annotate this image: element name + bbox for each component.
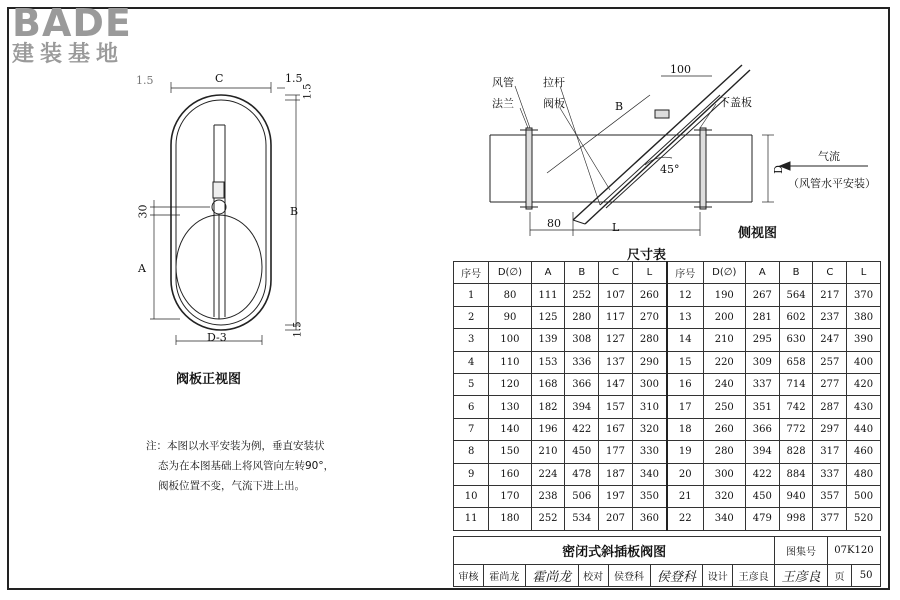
side-label-install: （风管水平安装） — [788, 177, 876, 190]
table-cell: 630 — [779, 329, 813, 351]
table-cell: 602 — [779, 306, 813, 328]
table-cell: 277 — [813, 373, 847, 395]
table-header: A — [531, 262, 565, 284]
table-cell: 564 — [779, 284, 813, 306]
table-header: C — [813, 262, 847, 284]
table-cell: 336 — [565, 351, 599, 373]
note-line: 注：本图以水平安装为例，垂直安装状 — [146, 440, 325, 452]
table-header: A — [745, 262, 779, 284]
table-cell: 14 — [667, 329, 703, 351]
table-cell: 270 — [632, 306, 667, 328]
table-cell: 9 — [454, 463, 489, 485]
table-cell: 330 — [632, 441, 667, 463]
table-cell: 300 — [703, 463, 745, 485]
table-cell: 180 — [489, 508, 531, 530]
table-cell: 2 — [454, 306, 489, 328]
logo-subtitle: 建装基地 — [12, 42, 125, 67]
reviewer-signature: 霍尚龙 — [525, 565, 578, 587]
front-label-c: C — [215, 72, 224, 85]
side-label-d: D — [771, 165, 785, 174]
table-cell: 350 — [632, 485, 667, 507]
table-cell: 220 — [703, 351, 745, 373]
table-row — [454, 396, 881, 418]
table-cell: 520 — [847, 508, 881, 530]
table-cell: 357 — [813, 485, 847, 507]
table-row — [454, 373, 881, 395]
table-cell: 224 — [531, 463, 565, 485]
table-cell: 130 — [489, 396, 531, 418]
checker-signature: 侯登科 — [650, 565, 703, 587]
table-header: D(∅) — [489, 262, 531, 284]
table-header: C — [599, 262, 633, 284]
check-label: 校对 — [578, 565, 608, 587]
table-cell: 772 — [779, 418, 813, 440]
table-cell: 3 — [454, 329, 489, 351]
table-cell: 479 — [745, 508, 779, 530]
table-cell: 147 — [599, 373, 633, 395]
title-block — [453, 536, 881, 587]
checker-name: 侯登科 — [608, 565, 650, 587]
table-cell: 317 — [813, 441, 847, 463]
table-cell: 377 — [813, 508, 847, 530]
table-cell: 140 — [489, 418, 531, 440]
table-header: 序号 — [667, 262, 703, 284]
table-cell: 153 — [531, 351, 565, 373]
front-label-1-5-small: 1.5 — [136, 74, 154, 87]
table-row — [454, 441, 881, 463]
table-cell: 252 — [531, 508, 565, 530]
table-cell: 308 — [565, 329, 599, 351]
table-cell: 17 — [667, 396, 703, 418]
table-cell: 360 — [632, 508, 667, 530]
note-line: 阀板位置不变，气流下进上出。 — [158, 480, 305, 492]
table-cell: 260 — [632, 284, 667, 306]
front-label-d3: D-3 — [207, 331, 227, 344]
table-cell: 139 — [531, 329, 565, 351]
atlas-number: 07K120 — [827, 537, 880, 565]
front-label-b: B — [290, 205, 299, 218]
table-cell: 167 — [599, 418, 633, 440]
table-cell: 390 — [847, 329, 881, 351]
table-cell: 500 — [847, 485, 881, 507]
table-cell: 157 — [599, 396, 633, 418]
table-cell: 340 — [632, 463, 667, 485]
table-header: L — [632, 262, 667, 284]
designer-name: 王彦良 — [733, 565, 775, 587]
table-cell: 6 — [454, 396, 489, 418]
table-cell: 440 — [847, 418, 881, 440]
front-label-1-5-right: 1.5 — [302, 83, 314, 100]
table-cell: 168 — [531, 373, 565, 395]
table-cell: 742 — [779, 396, 813, 418]
table-header: B — [565, 262, 599, 284]
table-cell: 13 — [667, 306, 703, 328]
table-cell: 297 — [813, 418, 847, 440]
table-cell: 19 — [667, 441, 703, 463]
table-cell: 250 — [703, 396, 745, 418]
table-cell: 280 — [565, 306, 599, 328]
table-cell: 120 — [489, 373, 531, 395]
table-cell: 884 — [779, 463, 813, 485]
table-cell: 267 — [745, 284, 779, 306]
table-cell: 1 — [454, 284, 489, 306]
table-cell: 450 — [565, 441, 599, 463]
note-line: 态为在本图基础上将风管向左转90°， — [158, 460, 335, 472]
table-cell: 12 — [667, 284, 703, 306]
front-label-a: A — [138, 262, 146, 275]
table-cell: 150 — [489, 441, 531, 463]
table-cell: 90 — [489, 306, 531, 328]
table-cell: 80 — [489, 284, 531, 306]
table-cell: 187 — [599, 463, 633, 485]
front-label-1-5-top: 1.5 — [285, 72, 303, 85]
table-cell: 366 — [565, 373, 599, 395]
side-label-l: L — [612, 221, 620, 234]
table-cell: 200 — [703, 306, 745, 328]
designer-signature: 王彦良 — [775, 565, 828, 587]
table-cell: 170 — [489, 485, 531, 507]
table-cell: 107 — [599, 284, 633, 306]
table-cell: 137 — [599, 351, 633, 373]
table-cell: 300 — [632, 373, 667, 395]
table-cell: 400 — [847, 351, 881, 373]
side-label-100: 100 — [670, 63, 691, 76]
table-cell: 4 — [454, 351, 489, 373]
table-cell: 450 — [745, 485, 779, 507]
table-cell: 252 — [565, 284, 599, 306]
side-label-duct: 风管 — [492, 76, 514, 89]
table-cell: 295 — [745, 329, 779, 351]
table-cell: 320 — [703, 485, 745, 507]
table-cell: 658 — [779, 351, 813, 373]
table-cell: 5 — [454, 373, 489, 395]
logo-brand: BADE — [12, 1, 132, 45]
table-cell: 310 — [632, 396, 667, 418]
table-header: B — [779, 262, 813, 284]
table-row — [454, 329, 881, 351]
table-row — [454, 284, 881, 306]
table-cell: 480 — [847, 463, 881, 485]
front-label-30: 30 — [136, 204, 150, 219]
table-cell: 217 — [813, 284, 847, 306]
table-cell: 394 — [745, 441, 779, 463]
table-cell: 197 — [599, 485, 633, 507]
table-cell: 281 — [745, 306, 779, 328]
table-cell: 127 — [599, 329, 633, 351]
table-cell: 18 — [667, 418, 703, 440]
table-cell: 309 — [745, 351, 779, 373]
table-header: L — [847, 262, 881, 284]
page-number: 50 — [852, 565, 881, 587]
table-cell: 190 — [703, 284, 745, 306]
table-cell: 534 — [565, 508, 599, 530]
table-cell: 210 — [531, 441, 565, 463]
table-cell: 998 — [779, 508, 813, 530]
side-label-airflow: 气流 — [818, 150, 840, 163]
table-cell: 20 — [667, 463, 703, 485]
table-cell: 111 — [531, 284, 565, 306]
side-view-caption: 侧视图 — [738, 226, 778, 241]
table-row — [454, 485, 881, 507]
table-cell: 210 — [703, 329, 745, 351]
table-cell: 460 — [847, 441, 881, 463]
table-cell: 240 — [703, 373, 745, 395]
table-cell: 506 — [565, 485, 599, 507]
notes — [146, 436, 334, 496]
page-label: 页 — [827, 565, 851, 587]
table-cell: 260 — [703, 418, 745, 440]
table-header: D(∅) — [703, 262, 745, 284]
table-cell: 430 — [847, 396, 881, 418]
front-label-1-5-bottom: 1.5 — [292, 321, 304, 338]
table-title: 尺寸表 — [627, 248, 667, 263]
side-label-cover: 下盖板 — [719, 96, 752, 109]
table-cell: 714 — [779, 373, 813, 395]
table-cell: 100 — [489, 329, 531, 351]
table-cell: 257 — [813, 351, 847, 373]
side-label-valve-plate: 阀板 — [543, 97, 565, 110]
table-cell: 370 — [847, 284, 881, 306]
side-label-angle: 45° — [660, 163, 680, 176]
table-cell: 420 — [847, 373, 881, 395]
table-cell: 15 — [667, 351, 703, 373]
table-cell: 280 — [632, 329, 667, 351]
table-cell: 320 — [632, 418, 667, 440]
table-cell: 340 — [703, 508, 745, 530]
table-cell: 287 — [813, 396, 847, 418]
table-cell: 11 — [454, 508, 489, 530]
table-cell: 160 — [489, 463, 531, 485]
design-label: 设计 — [703, 565, 733, 587]
table-cell: 422 — [565, 418, 599, 440]
table-cell: 247 — [813, 329, 847, 351]
table-cell: 22 — [667, 508, 703, 530]
table-cell: 337 — [745, 373, 779, 395]
table-row — [454, 306, 881, 328]
table-cell: 337 — [813, 463, 847, 485]
table-cell: 394 — [565, 396, 599, 418]
atlas-label: 图集号 — [775, 537, 828, 565]
table-row — [454, 508, 881, 530]
table-cell: 117 — [599, 306, 633, 328]
table-cell: 366 — [745, 418, 779, 440]
table-cell: 422 — [745, 463, 779, 485]
table-cell: 280 — [703, 441, 745, 463]
table-cell: 237 — [813, 306, 847, 328]
reviewer-name: 霍尚龙 — [483, 565, 525, 587]
table-cell: 177 — [599, 441, 633, 463]
side-label-flange: 法兰 — [492, 97, 514, 110]
table-cell: 351 — [745, 396, 779, 418]
table-row — [454, 418, 881, 440]
table-cell: 290 — [632, 351, 667, 373]
table-cell: 196 — [531, 418, 565, 440]
table-cell: 10 — [454, 485, 489, 507]
table-cell: 828 — [779, 441, 813, 463]
dimension-table — [453, 261, 881, 531]
table-row — [454, 463, 881, 485]
table-cell: 238 — [531, 485, 565, 507]
side-label-pull-rod: 拉杆 — [543, 76, 565, 89]
side-label-b: B — [615, 100, 624, 113]
table-cell: 21 — [667, 485, 703, 507]
table-cell: 125 — [531, 306, 565, 328]
table-cell: 182 — [531, 396, 565, 418]
table-header-row — [454, 262, 881, 284]
table-row — [454, 351, 881, 373]
table-cell: 478 — [565, 463, 599, 485]
table-cell: 16 — [667, 373, 703, 395]
table-cell: 8 — [454, 441, 489, 463]
table-cell: 207 — [599, 508, 633, 530]
table-cell: 110 — [489, 351, 531, 373]
front-view-caption: 阀板正视图 — [176, 372, 242, 387]
table-cell: 940 — [779, 485, 813, 507]
side-label-80: 80 — [547, 217, 561, 230]
table-cell: 380 — [847, 306, 881, 328]
table-header: 序号 — [454, 262, 489, 284]
table-cell: 7 — [454, 418, 489, 440]
drawing-title: 密闭式斜插板阀图 — [454, 537, 775, 565]
review-label: 审核 — [454, 565, 484, 587]
